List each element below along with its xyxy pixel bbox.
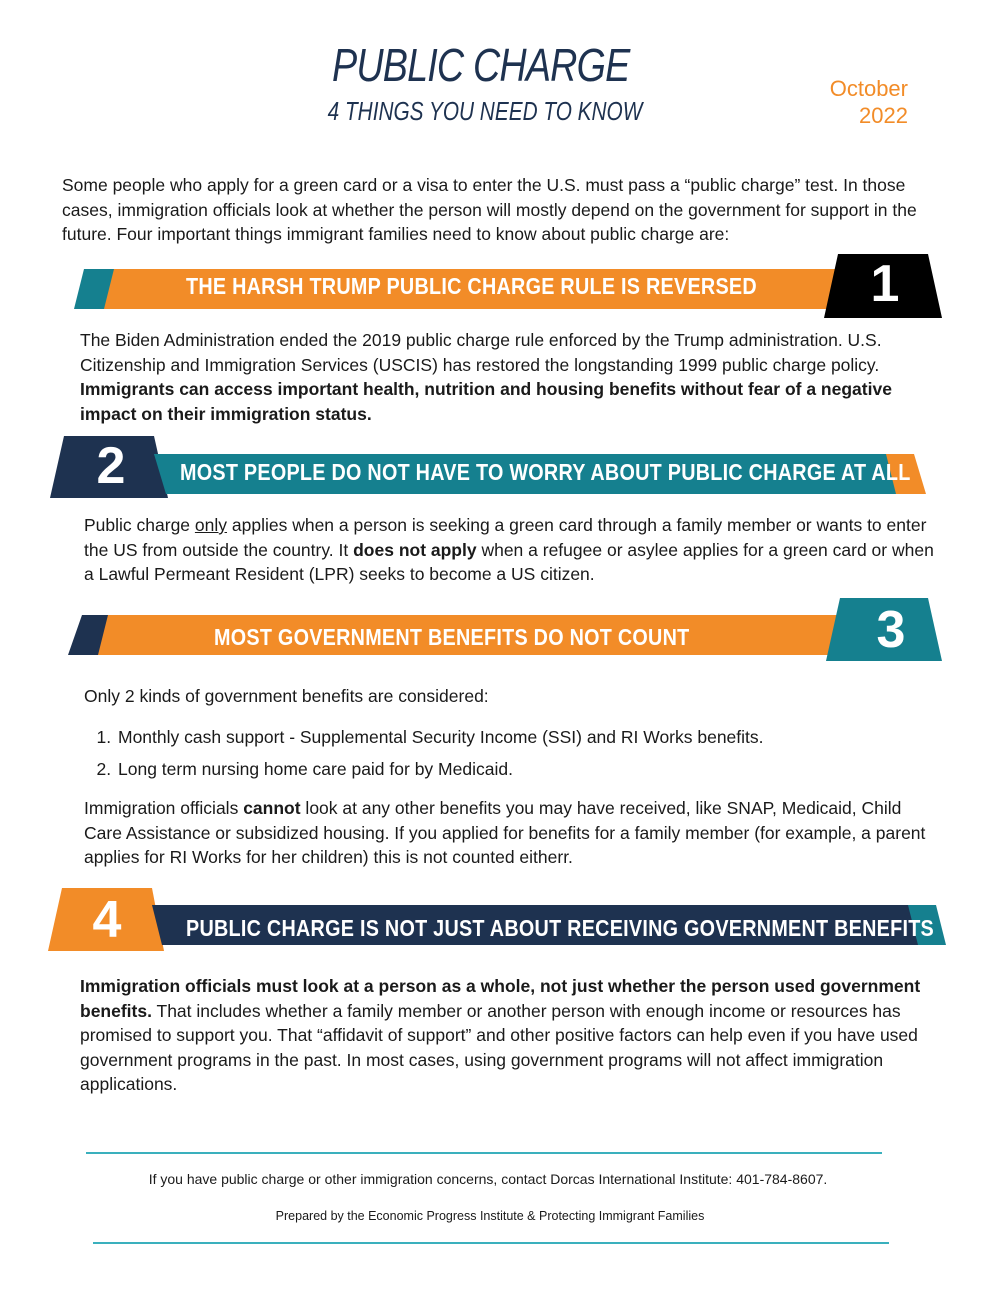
section-4-number: 4 xyxy=(92,891,122,949)
section-2-body-text-a: Public charge xyxy=(84,515,195,535)
list-item: 1. Monthly cash support - Supplemental Security Income (SSI) and RI Works benefits. xyxy=(116,725,956,750)
section-4-heading: PUBLIC CHARGE IS NOT JUST ABOUT RECEIVING GOVERNMENT BENEFITS xyxy=(186,915,935,941)
date-year: 2022 xyxy=(859,103,908,128)
section-3-body-text-b: look at any other benefits you may have received, like SNAP, Medicaid, Child Care Assistance or subsidized housing. If you applied for benefits for a family member (for example, a parent applies for RI Works for her children) this is not counted eitherr. xyxy=(84,798,926,867)
section-3-body xyxy=(84,796,944,870)
section-3-body-text-a: Immigration officials xyxy=(84,798,244,818)
section-2-number: 2 xyxy=(96,437,126,495)
section-3-heading: MOST GOVERNMENT BENEFITS DO NOT COUNT xyxy=(214,624,690,650)
section-4-body-bold: Immigration officials must look at a person as a whole, not just whether the person used government benefits. xyxy=(80,976,921,1021)
section-2-body-bold: does not apply xyxy=(353,539,477,560)
section-3-body-bold: cannot xyxy=(243,798,301,818)
date-month: October xyxy=(829,76,908,101)
footer-divider-top xyxy=(86,1152,882,1154)
section-1-body xyxy=(80,328,930,426)
section-4-body xyxy=(80,974,940,1097)
section-2-body xyxy=(84,513,934,587)
page-subtitle: 4 THINGS YOU NEED TO KNOW xyxy=(327,96,643,126)
section-1-body-text: The Biden Administration ended the 2019 public charge rule enforced by the Trump administration. U.S. Citizenship and Immigration Services (USCIS) has restored the longstanding 1999 public charge policy. xyxy=(80,330,882,375)
list-item: 2. Long term nursing home care paid for by Medicaid. xyxy=(116,757,956,782)
section-3-list xyxy=(84,725,956,788)
footer-prepared: Prepared by the Economic Progress Institute & Protecting Immigrant Families xyxy=(275,1209,705,1223)
section-1-number: 1 xyxy=(870,255,900,313)
section-3-lead: Only 2 kinds of government benefits are considered: xyxy=(84,686,489,706)
section-2-heading: MOST PEOPLE DO NOT HAVE TO WORRY ABOUT PUBLIC CHARGE AT ALL xyxy=(180,459,911,485)
section-2-body-text-b: applies when a person is seeking a green card through a family member or wants to enter the US from outside the country. It xyxy=(84,515,927,560)
section-4-body-text: That includes whether a family member or another person with enough income or resources has promised to support you. That “affidavit of support” and other positive factors can help even if you have used government programs in the past. In most cases, using government programs will not affect immigration applications. xyxy=(80,1000,918,1094)
intro-paragraph: Some people who apply for a green card or a visa to enter the U.S. must pass a “public charge” test. In those cases, immigration officials look at whether the person will mostly depend on the government for support in the future. Four important things immigrant families need to know about public charge are: xyxy=(62,175,917,244)
section-3-number: 3 xyxy=(876,601,906,659)
page-title: PUBLIC CHARGE xyxy=(331,39,630,91)
section-2-body-text-c: when a refugee or asylee applies for a green card or when a Lawful Permeant Resident (LPR) seeks to become a US citizen. xyxy=(84,539,934,584)
section-2-body-underline: only xyxy=(194,515,228,535)
section-1-heading: THE HARSH TRUMP PUBLIC CHARGE RULE IS REVERSED xyxy=(186,273,757,299)
section-1-body-bold: Immigrants can access important health, nutrition and housing benefits without fear of a negative impact on their immigration status. xyxy=(80,379,892,424)
date xyxy=(830,75,908,129)
footer-divider-bottom xyxy=(93,1242,889,1244)
footer-contact: If you have public charge or other immigration concerns, contact Dorcas International Institute: 401-784-8607. xyxy=(148,1171,828,1187)
